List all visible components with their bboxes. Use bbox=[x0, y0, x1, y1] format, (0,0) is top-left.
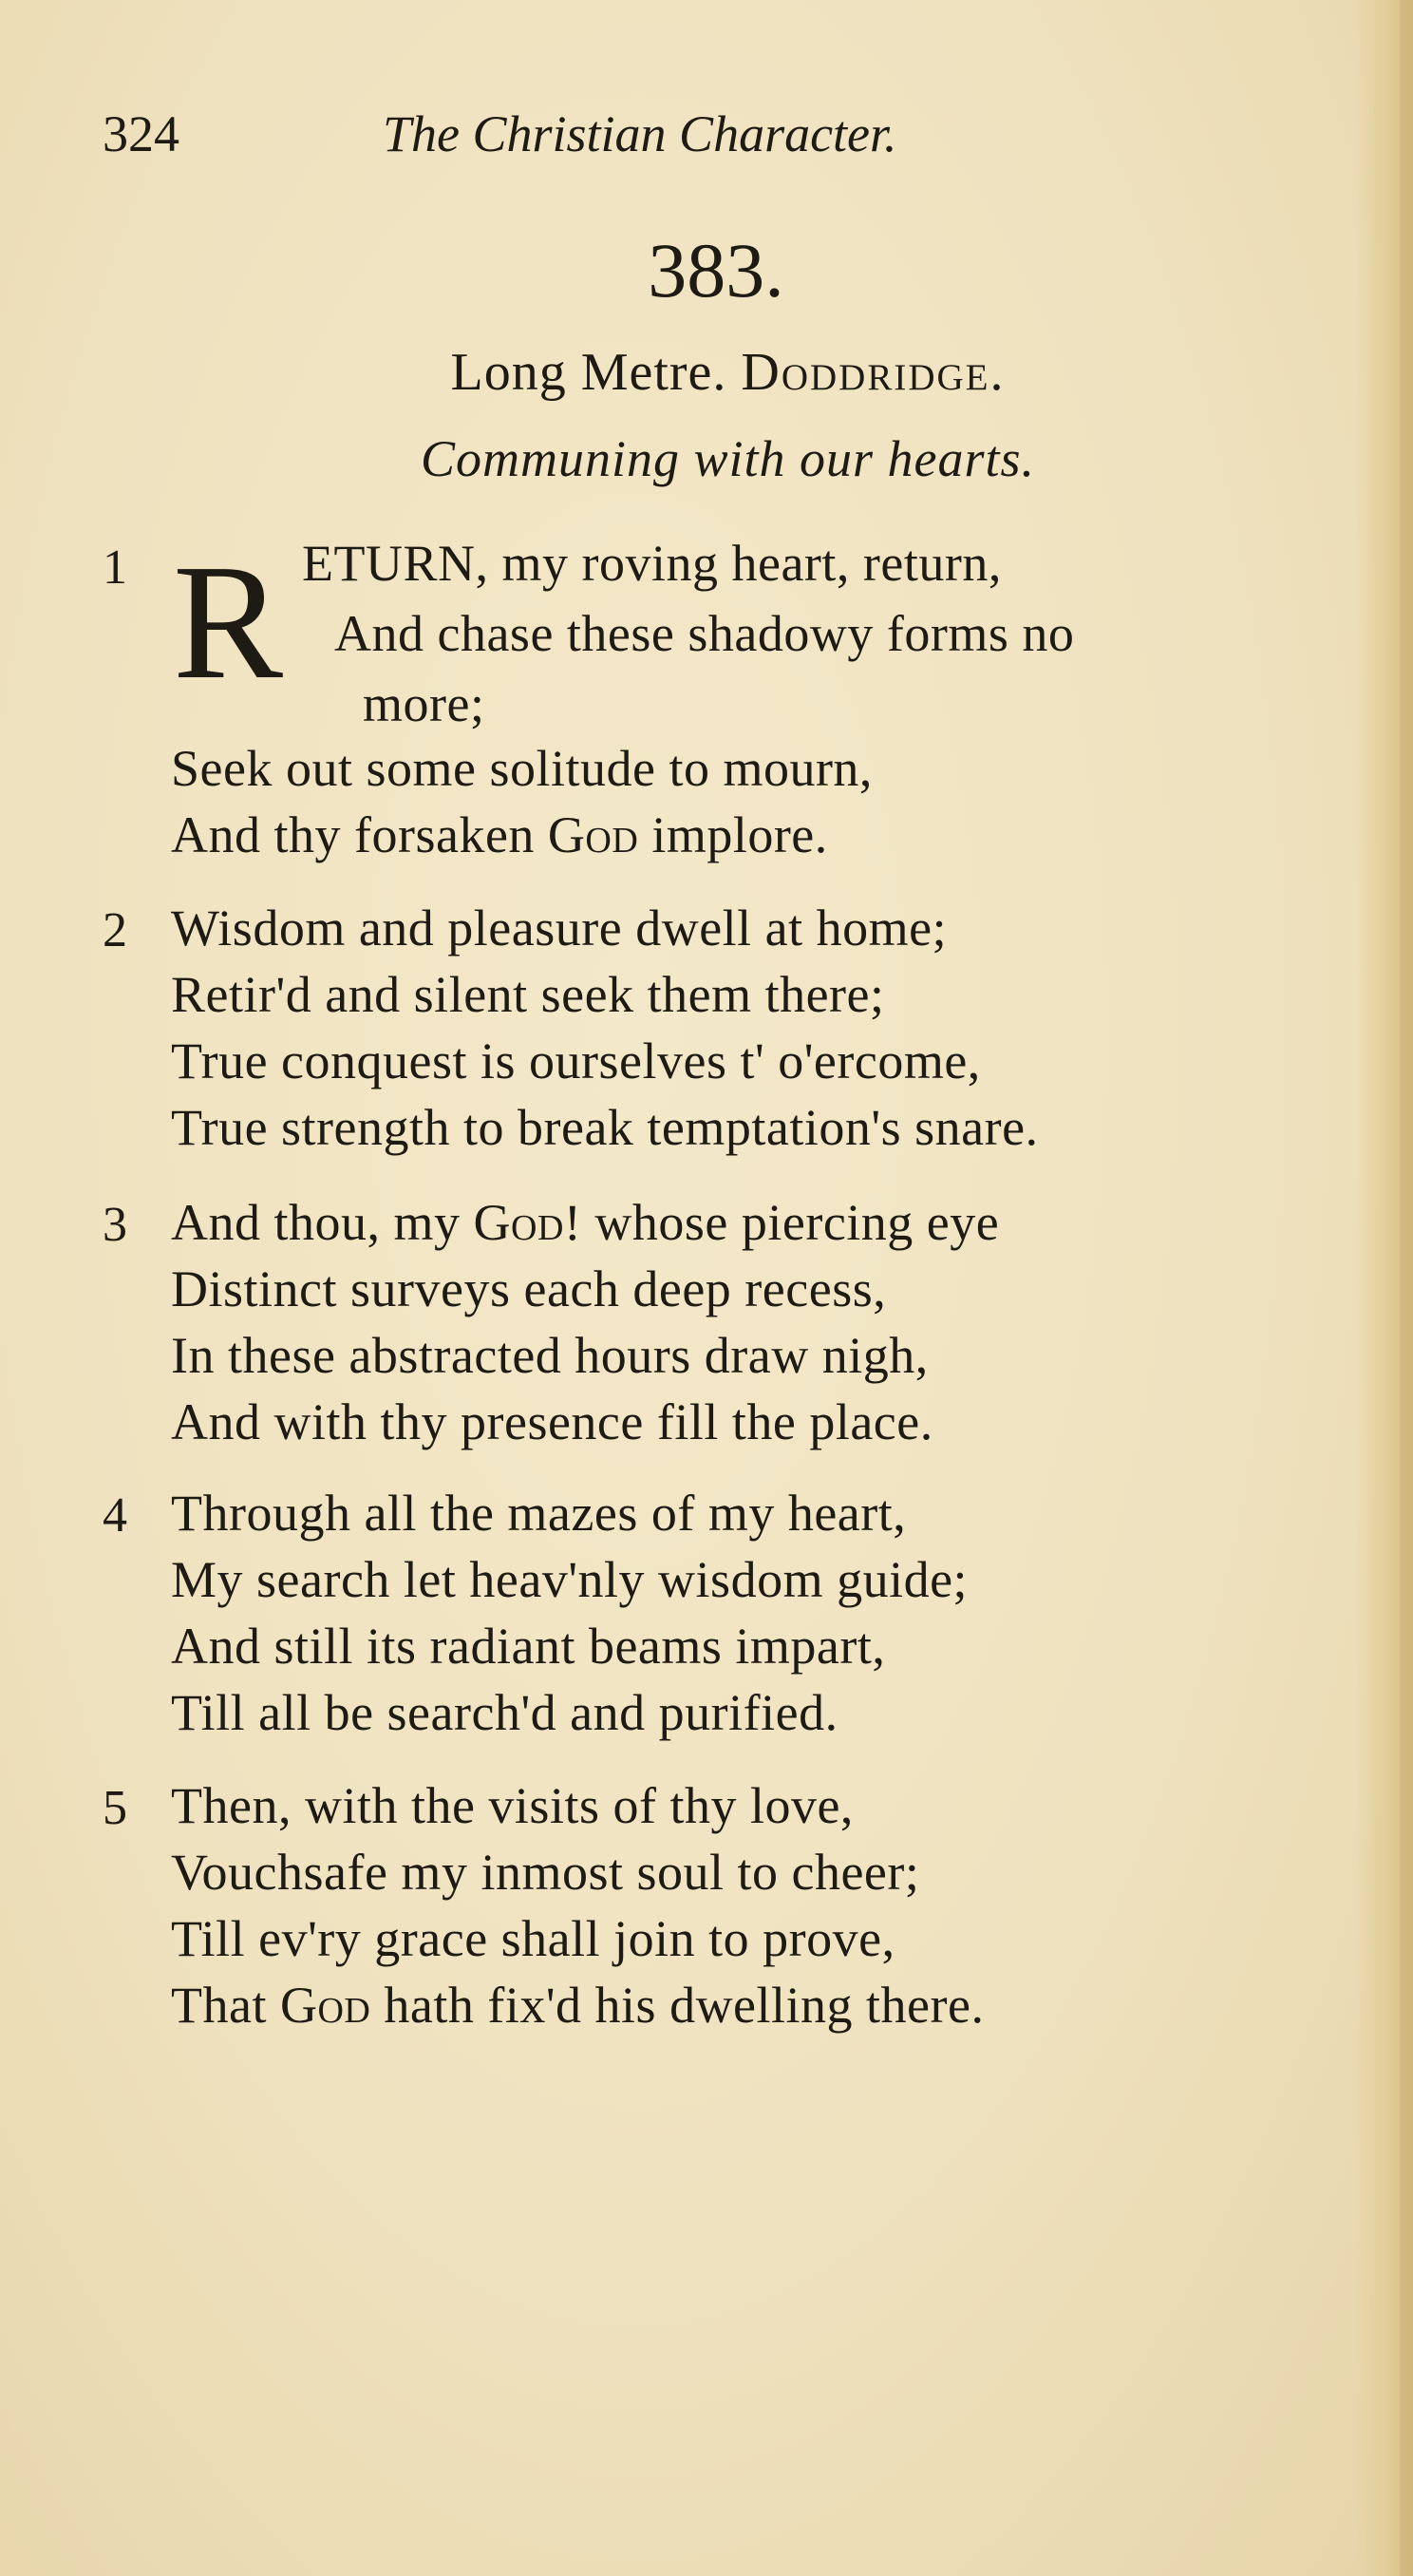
verse-line: Till ev'ry grace shall join to prove, bbox=[171, 1910, 895, 1967]
author: Doddridge. bbox=[741, 343, 1006, 402]
verse-line: And thou, my God! whose piercing eye bbox=[171, 1194, 1000, 1251]
verse-line: In these abstracted hours draw nigh, bbox=[171, 1327, 929, 1384]
hymn-subtitle: Communing with our hearts. bbox=[420, 430, 1036, 487]
verse-line: And chase these shadowy forms no bbox=[334, 605, 1075, 662]
running-title: The Christian Character. bbox=[383, 105, 897, 162]
verse-line: Wisdom and pleasure dwell at home; bbox=[171, 900, 948, 957]
verse-number: 5 bbox=[103, 1781, 127, 1835]
verse-line: ETURN, my roving heart, return, bbox=[302, 535, 1002, 592]
running-header bbox=[103, 104, 1242, 171]
verse-number: 4 bbox=[103, 1488, 127, 1543]
verse-number: 3 bbox=[103, 1198, 127, 1252]
verse-number: 1 bbox=[103, 540, 127, 595]
drop-cap: R bbox=[173, 530, 284, 713]
verse-line: Seek out some solitude to mourn, bbox=[171, 740, 873, 797]
hymn-number: 383. bbox=[648, 227, 784, 313]
verse-line: Through all the mazes of my heart, bbox=[171, 1485, 907, 1542]
verse-line: more; bbox=[363, 675, 485, 732]
verse-line: And still its radiant beams impart, bbox=[171, 1618, 886, 1675]
verse-line: True strength to break temptation's snare. bbox=[171, 1099, 1039, 1156]
verse-line: Vouchsafe my inmost soul to cheer; bbox=[171, 1844, 920, 1901]
verse-line: Till all be search'd and purified. bbox=[171, 1684, 838, 1741]
verse-line: Distinct surveys each deep recess, bbox=[171, 1260, 887, 1317]
verse-line: Retir'd and silent seek them there; bbox=[171, 966, 885, 1023]
metre: Long Metre. bbox=[450, 343, 727, 402]
metre-line bbox=[0, 342, 1413, 403]
verse-line: My search let heav'nly wisdom guide; bbox=[171, 1551, 969, 1608]
verse-number: 2 bbox=[103, 903, 127, 957]
verse-line: True conquest is ourselves t' o'ercome, bbox=[171, 1032, 981, 1089]
verse-line: And thy forsaken God implore. bbox=[171, 806, 828, 863]
page-number: 324 bbox=[103, 105, 179, 162]
verse-line: And with thy presence fill the place. bbox=[171, 1393, 933, 1450]
verse-line: Then, with the visits of thy love, bbox=[171, 1777, 854, 1834]
verse-line: That God hath fix'd his dwelling there. bbox=[171, 1977, 985, 2034]
